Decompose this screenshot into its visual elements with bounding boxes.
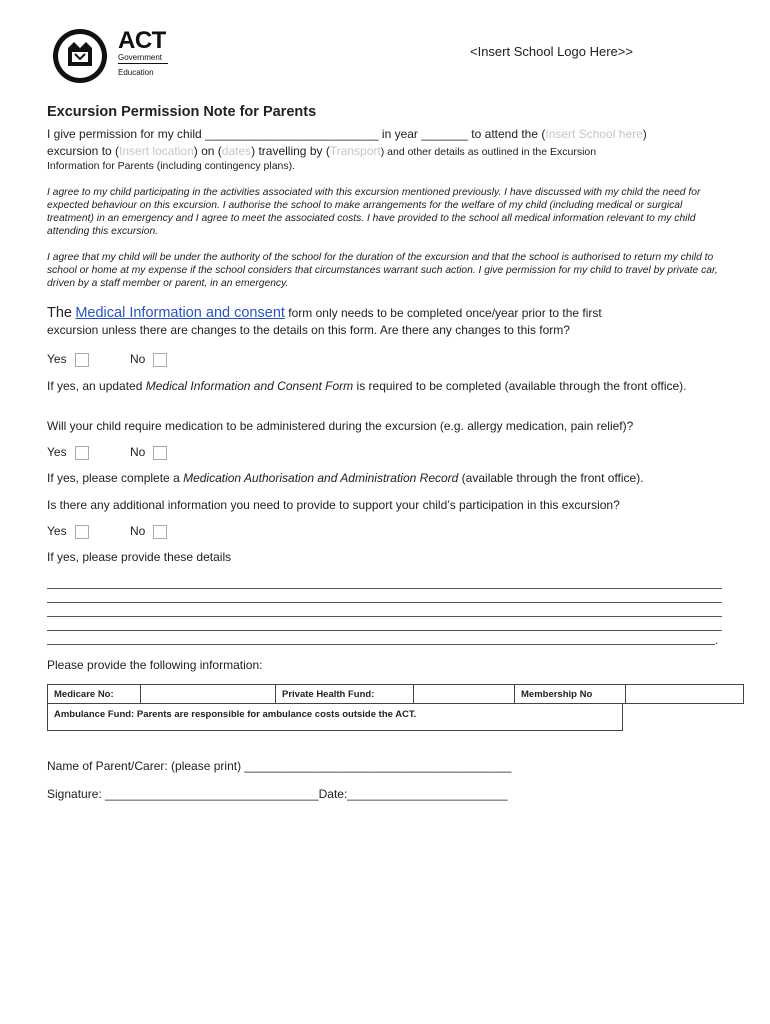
- no-label: No: [130, 352, 146, 366]
- additional-yes-option: [47, 524, 89, 539]
- membership-input[interactable]: [626, 685, 744, 704]
- medical-if-yes: [47, 379, 727, 393]
- medication-yes-checkbox[interactable]: [75, 446, 89, 460]
- details-end-period: .: [715, 633, 719, 647]
- details-line[interactable]: [47, 644, 715, 645]
- details-line[interactable]: [47, 588, 722, 589]
- paren-close: ): [642, 127, 647, 141]
- if-yes-text: is required to be completed (available through the front office).: [353, 379, 687, 393]
- additional-no-checkbox[interactable]: [153, 525, 167, 539]
- permission-text: ) and other details as outlined in the Excursion: [380, 146, 597, 158]
- if-yes-text: If yes, an updated: [47, 379, 146, 393]
- info-table: [47, 684, 744, 704]
- table-row: [48, 685, 744, 704]
- if-yes-text: If yes, please complete a: [47, 471, 184, 485]
- logo-education-text: Education: [118, 68, 154, 77]
- yes-label: Yes: [47, 352, 67, 366]
- medical-text: form only needs to be completed once/year prior to the first: [284, 306, 602, 320]
- agreement-paragraph-1: I agree to my child participating in the activities associated with this excursion mentioned previously. I have discussed with my child the need for expected behaviour on this excursion. I authorise the school to make arrangements for the welfare of my child (including medical or surgical treatment) in an emergency and I agree to meet the associated costs. I have provided to the school all medical information relevant to my child attending this excursion.: [47, 187, 701, 237]
- no-label: No: [130, 445, 146, 459]
- if-yes-text: (available through the front office).: [458, 471, 644, 485]
- permission-line-2: [47, 144, 596, 158]
- act-coat-of-arms-icon: [52, 28, 108, 84]
- info-heading: Please provide the following information:: [47, 658, 263, 672]
- permission-line-1: [47, 127, 647, 141]
- dates-field[interactable]: dates: [221, 144, 252, 158]
- additional-info-question: Is there any additional information you need to provide to support your child’s participation in this excursion?: [47, 498, 620, 512]
- page-title: Excursion Permission Note for Parents: [47, 104, 317, 120]
- details-line[interactable]: [47, 602, 722, 603]
- medication-if-yes: [47, 471, 644, 485]
- changes-no-checkbox[interactable]: [153, 353, 167, 367]
- agreement-paragraph-2: I agree that my child will be under the authority of the school for the duration of the excursion and that the school is authorised to return my child to school or home at my expense if the school considers that circumstances warrant such action. I give permission for my child to travel by private car, driven by a staff member or parent, in an emergency.: [47, 252, 718, 289]
- school-name-field[interactable]: Insert School here: [545, 127, 643, 141]
- permission-text: I give permission for my child __________________________ in year _______ to attend the (: [47, 127, 546, 141]
- medicare-label: Medicare No:: [48, 685, 141, 704]
- medical-the: The: [47, 305, 72, 321]
- medication-record-name: Medication Authorisation and Administration Record: [183, 471, 459, 485]
- yes-label: Yes: [47, 524, 67, 538]
- no-label: No: [130, 524, 146, 538]
- details-line[interactable]: [47, 616, 722, 617]
- yes-label: Yes: [47, 445, 67, 459]
- act-government-logo: [52, 28, 172, 84]
- logo-act-text: ACT: [118, 27, 166, 54]
- private-health-input[interactable]: [414, 685, 515, 704]
- location-field[interactable]: Insert location: [119, 144, 194, 158]
- medical-info-line-2: excursion unless there are changes to the details on this form. Are there any changes to this form?: [47, 323, 570, 337]
- signature-date-field[interactable]: Signature: ________________________________Date:________________________: [47, 787, 508, 801]
- medicare-input[interactable]: [141, 685, 276, 704]
- logo-government-text: Government: [118, 53, 163, 62]
- medical-information-link[interactable]: Medical Information and consent: [75, 305, 285, 321]
- ambulance-fund-note: Ambulance Fund: Parents are responsible for ambulance costs outside the ACT.: [47, 703, 623, 731]
- transport-field[interactable]: Transport: [329, 144, 381, 158]
- private-health-label: Private Health Fund:: [276, 685, 414, 704]
- medication-no-checkbox[interactable]: [153, 446, 167, 460]
- details-line[interactable]: [47, 630, 722, 631]
- parent-name-field[interactable]: Name of Parent/Carer: (please print) ________________________________________: [47, 759, 512, 773]
- logo-divider: [118, 63, 168, 64]
- medication-question: Will your child require medication to be administered during the excursion (e.g. allergy medication, pain relief)?: [47, 419, 634, 433]
- additional-yes-checkbox[interactable]: [75, 525, 89, 539]
- permission-text: ) on (: [193, 144, 222, 158]
- changes-yes-checkbox[interactable]: [75, 353, 89, 367]
- permission-text: excursion to (: [47, 144, 120, 158]
- medical-consent-form-name: Medical Information and Consent Form: [145, 379, 354, 393]
- membership-label: Membership No: [515, 685, 626, 704]
- permission-text: ) travelling by (: [251, 144, 330, 158]
- changes-no-option: [130, 352, 167, 367]
- medication-yes-option: [47, 445, 89, 460]
- permission-line-3: Information for Parents (including contingency plans).: [47, 160, 296, 172]
- additional-if-yes: If yes, please provide these details: [47, 550, 232, 564]
- additional-no-option: [130, 524, 167, 539]
- medication-no-option: [130, 445, 167, 460]
- school-logo-placeholder: <Insert School Logo Here>>: [470, 44, 633, 59]
- changes-yes-option: [47, 352, 89, 367]
- medical-info-line-1: [47, 305, 602, 321]
